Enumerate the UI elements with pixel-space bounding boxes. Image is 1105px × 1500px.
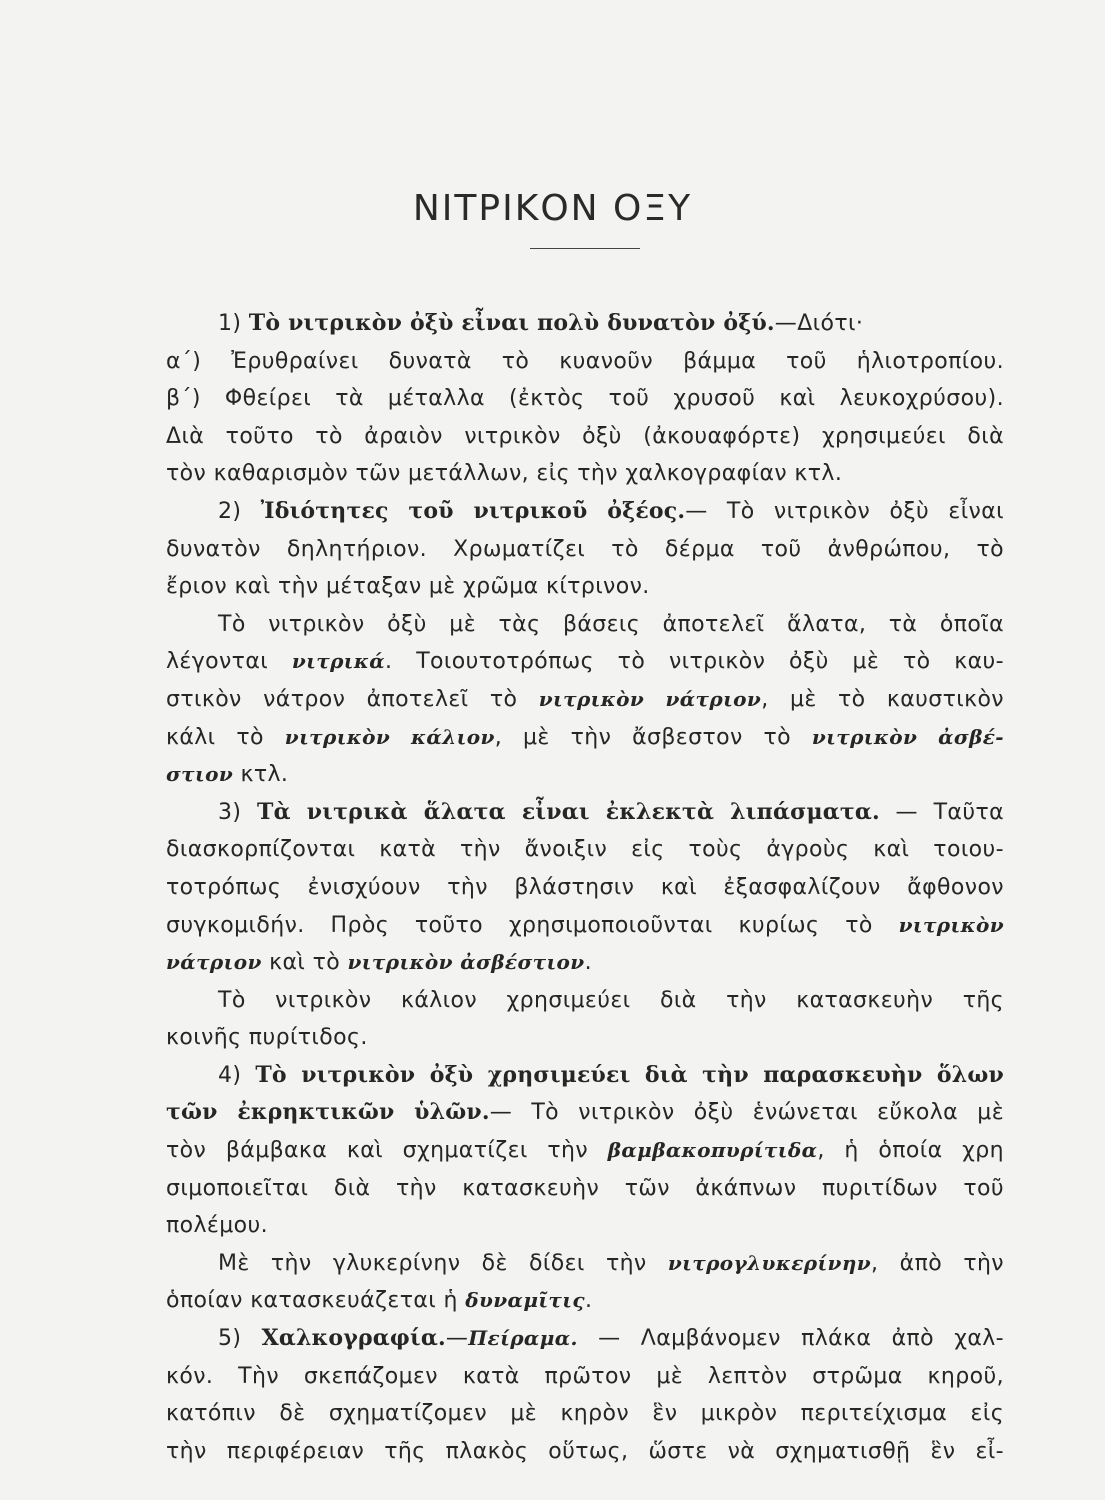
italic-term: Πείραμα. [468, 1326, 578, 1351]
text-run: — [445, 1326, 469, 1352]
text-run: 2) [218, 498, 261, 524]
text-run: καὶ τὸ [261, 950, 348, 976]
text-run: , μὲ τὴν ἄσβεστον τὸ [494, 724, 812, 750]
text-line [166, 1433, 1004, 1471]
text-run: τὴν περιφέρειαν τῆς πλακὸς οὕτως, ὥστε νὰ σχηματισθῇ ἓν εἶ- [166, 1438, 1004, 1464]
page-title: ΝΙΤΡΙΚΟΝ ΟΞΥ [412, 188, 693, 229]
text-run: — Λαμβάνομεν πλάκα ἀπὸ χαλ- [577, 1326, 1004, 1352]
text-run: Τὸ νιτρικὸν κάλιον χρησιμεύει διὰ τὴν κατασκευὴν τῆς [218, 987, 1004, 1013]
bold-heading: Τὰ νιτρικὰ ἅλατα εἶναι ἐκλεκτὰ λιπάσματα. [257, 798, 880, 825]
text-run: κάλι τὸ [166, 724, 285, 750]
text-run: κτλ. [233, 762, 289, 788]
text-line [166, 568, 1004, 606]
text-run: ὁποίαν κατασκευάζεται ἡ [166, 1288, 466, 1314]
text-run: στικὸν νάτρον ἀποτελεῖ τὸ [166, 686, 539, 712]
italic-term: βαμβακοπυρίτιδα [607, 1138, 818, 1163]
text-run: τὸν καθαρισμὸν τῶν μετάλλων, εἰς τὴν χαλκογραφίαν κτλ. [166, 461, 843, 487]
text-run: Διὰ τοῦτο τὸ ἀραιὸν νιτρικὸν ὀξὺ (ἀκουαφόρτε) χρησιμεύει διὰ [166, 423, 1004, 449]
text-line [166, 1019, 1004, 1057]
text-run: ἔριον καὶ τὴν μέταξαν μὲ χρῶμα κίτρινον. [166, 574, 650, 600]
italic-term: νιτρικὸν ἀσβέ- [811, 724, 1004, 749]
text-line [166, 493, 1004, 531]
text-line [166, 1170, 1004, 1208]
italic-term: στιον [166, 762, 234, 787]
text-line [166, 531, 1004, 569]
text-line [166, 982, 1004, 1020]
text-line [166, 418, 1004, 456]
text-run: — Τὸ νιτρικὸν ὀξὺ ἑνώνεται εὔκολα μὲ [489, 1100, 1004, 1126]
text-run: . [584, 1288, 593, 1314]
text-run: Τὸ νιτρικὸν ὀξὺ μὲ τὰς βάσεις ἀποτελεῖ ἅλατα, τὰ ὁποῖα [218, 611, 1004, 637]
text-run: , ἡ ὁποία χρη [817, 1138, 1004, 1164]
text-run: α΄) Ἐρυθραίνει δυνατὰ τὸ κυανοῦν βάμμα τοῦ ἡλιοτροπίου. [166, 348, 1004, 374]
text-line [166, 455, 1004, 493]
text-line [166, 719, 1004, 757]
bold-heading: τῶν ἐκρηκτικῶν ὑλῶν. [166, 1099, 490, 1126]
text-run: δυνατὸν δηλητήριον. Χρωματίζει τὸ δέρμα τοῦ ἀνθρώπου, τὸ [166, 536, 1004, 562]
text-run: β΄) Φθείρει τὰ μέταλλα (ἐκτὸς τοῦ χρυσοῦ καὶ λευκοχρύσου). [166, 386, 1004, 412]
text-line [166, 907, 1004, 945]
text-line [166, 1057, 1004, 1095]
bold-heading: Ἰδιότητες τοῦ νιτρικοῦ ὀξέος. [260, 497, 686, 524]
text-line [166, 343, 1004, 381]
text-run: Μὲ τὴν γλυκερίνην δὲ δίδει τὴν [218, 1250, 668, 1276]
text-line [166, 1245, 1004, 1283]
text-line [166, 831, 1004, 869]
text-run: τὸν βάμβακα καὶ σχηματίζει τὴν [166, 1138, 608, 1164]
text-run: — Τὸ νιτρικὸν ὀξὺ εἶναι [685, 498, 1004, 524]
text-line [166, 606, 1004, 644]
text-run: 3) [218, 799, 258, 825]
text-run: λέγονται [166, 649, 292, 675]
text-line [166, 756, 1004, 794]
body-text [166, 305, 1004, 1470]
text-run: κατόπιν δὲ σχηματίζομεν μὲ κηρὸν ἓν μικρὸν περιτείχισμα εἰς [166, 1401, 1004, 1427]
text-line [166, 1358, 1004, 1396]
text-line [166, 1132, 1004, 1170]
text-run: , ἀπὸ τὴν [871, 1250, 1004, 1276]
text-line [166, 794, 1004, 832]
text-run: . Τοιουτοτρόπως τὸ νιτρικὸν ὀξὺ μὲ τὸ καυ- [385, 649, 1004, 675]
text-run: , μὲ τὸ καυστικὸν [761, 686, 1004, 712]
text-run: κόν. Τὴν σκεπάζομεν κατὰ πρῶτον μὲ λεπτὸν στρῶμα κηροῦ, [166, 1363, 1004, 1389]
italic-term: νάτριον [166, 950, 262, 975]
italic-term: νιτρικά [291, 649, 386, 674]
text-line [166, 944, 1004, 982]
text-run: . [584, 950, 592, 976]
text-run: συγκομιδήν. Πρὸς τοῦτο χρησιμοποιοῦνται κυρίως τὸ [166, 912, 899, 938]
text-line [166, 380, 1004, 418]
italic-term: νιτρικὸν ἀσβέστιον [347, 950, 585, 975]
text-run: 1) [218, 311, 249, 336]
text-line [166, 1207, 1004, 1245]
bold-heading: Τὸ νιτρικὸν ὀξὺ χρησιμεύει διὰ τὴν παρασκευὴν ὅλων [255, 1061, 1004, 1088]
text-run: κοινῆς πυρίτιδος. [166, 1025, 368, 1051]
text-line [166, 1282, 1004, 1320]
bold-heading: Τὸ νιτρικὸν ὀξὺ εἶναι πολὺ δυνατὸν ὀξύ. [248, 310, 775, 336]
text-run: 5) [218, 1326, 262, 1352]
text-run: πολέμου. [166, 1213, 268, 1239]
text-run: τοτρόπως ἐνισχύουν τὴν βλάστησιν καὶ ἐξασφαλίζουν ἄφθονον [166, 874, 1004, 900]
bold-heading: Χαλκογραφία. [261, 1325, 446, 1352]
text-run: διασκορπίζονται κατὰ τὴν ἄνοιξιν εἰς τοὺς ἀγροὺς καὶ τοιου- [166, 837, 1004, 863]
italic-term: νιτρικὸν [898, 912, 1004, 937]
italic-term: νιτρογλυκερίνην [667, 1250, 872, 1275]
italic-term: δυναμῖτις [465, 1288, 585, 1313]
text-line [166, 1094, 1004, 1132]
text-run: σιμοποιεῖται διὰ τὴν κατασκευὴν τῶν ἀκάπνων πυριτίδων τοῦ [166, 1175, 1004, 1201]
text-run: —Διότι· [774, 311, 864, 336]
text-line [166, 1395, 1004, 1433]
italic-term: νιτρικὸν νάτριον [538, 686, 762, 711]
text-run: 4) [218, 1062, 256, 1088]
text-line [166, 1320, 1004, 1358]
text-line [166, 643, 1004, 681]
text-line [166, 869, 1004, 907]
text-line [166, 305, 1004, 343]
title-underline [530, 248, 640, 249]
text-line [166, 681, 1004, 719]
text-run: — Ταῦτα [879, 799, 1004, 825]
italic-term: νιτρικὸν κάλιον [284, 724, 495, 749]
